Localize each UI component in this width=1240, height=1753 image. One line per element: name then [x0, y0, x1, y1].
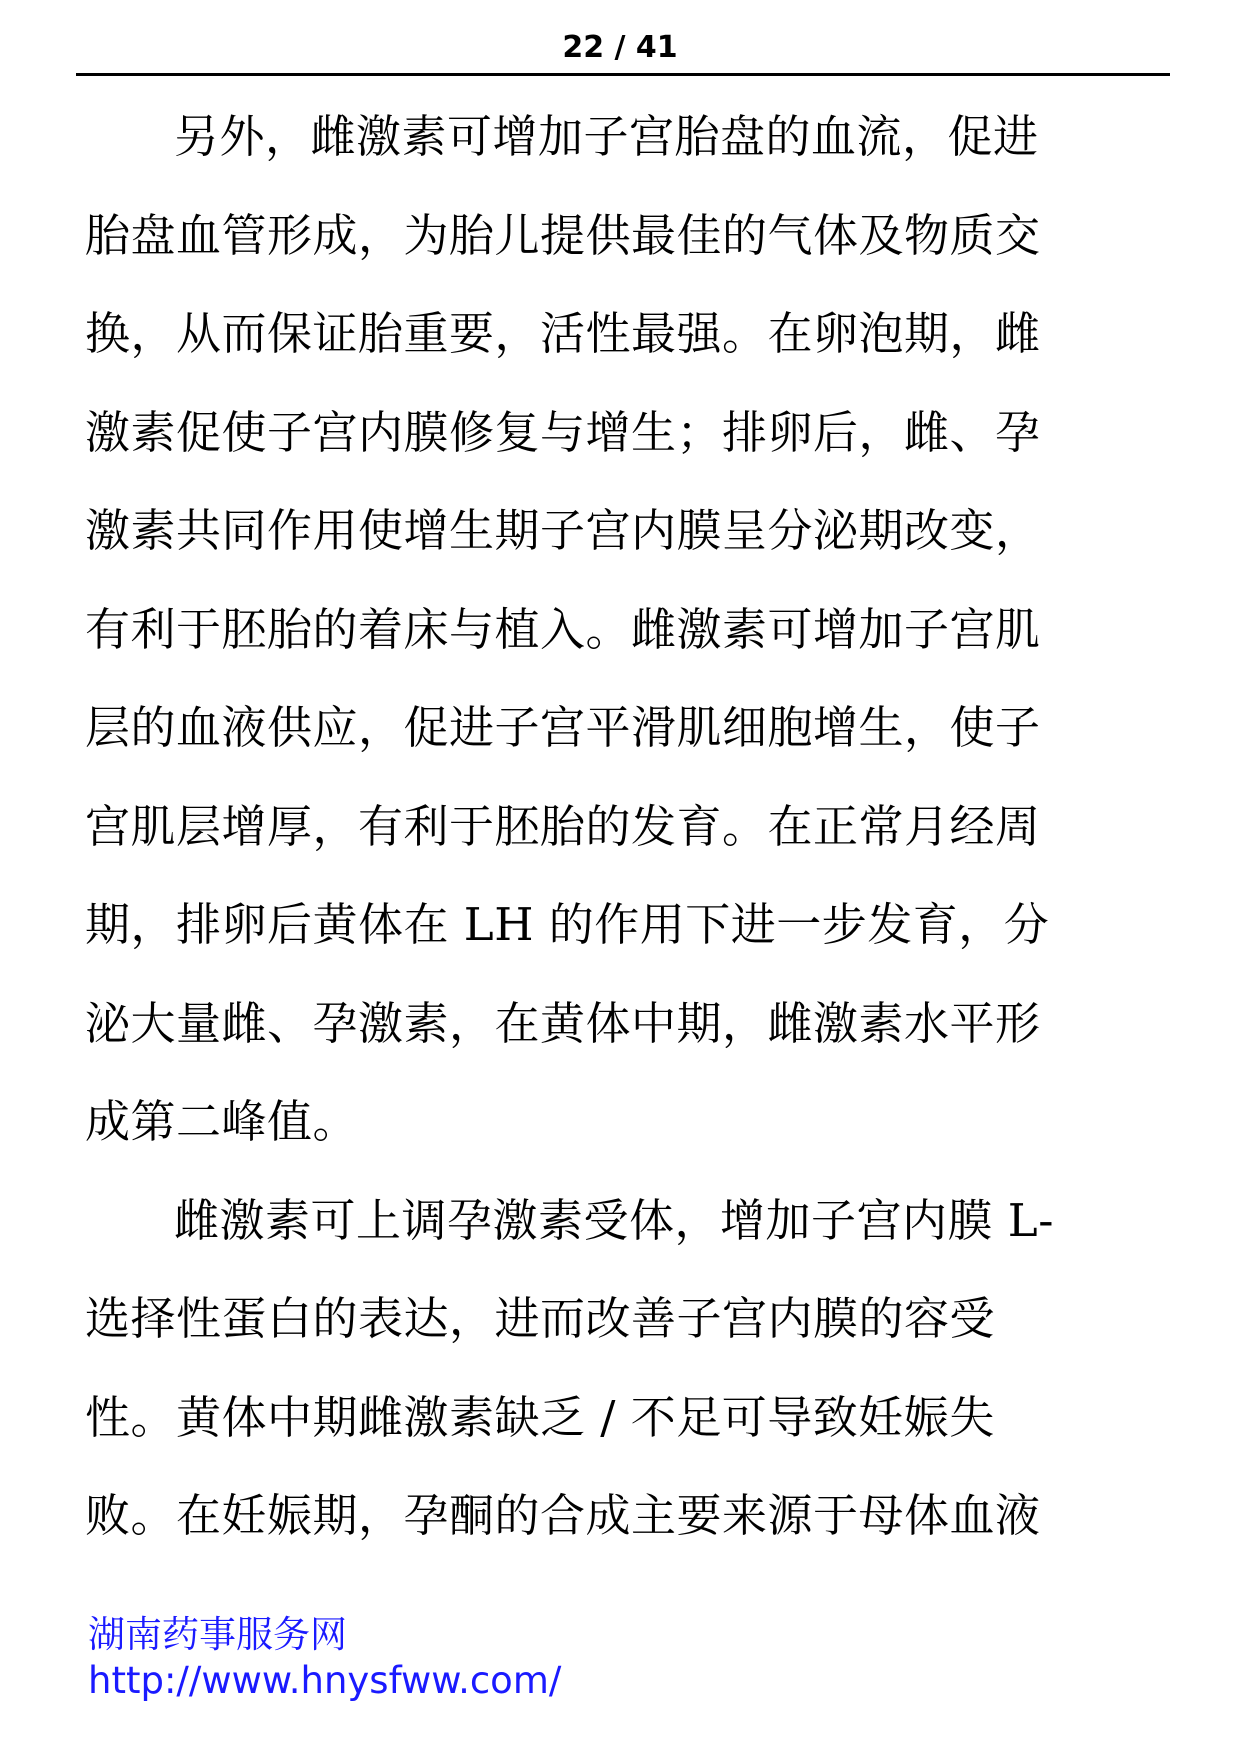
footer [88, 1612, 561, 1704]
text-line: 败。在妊娠期，孕酮的合成主要来源于母体血液 [85, 1489, 1041, 1542]
text-line: 激素促使子宫内膜修复与增生；排卵后，雌、孕 [85, 405, 1041, 459]
text-line: 换，从而保证胎重要，活性最强。在卵泡期，雌 [85, 307, 1041, 360]
text-line: 选择性蛋白的表达，进而改善子宫内膜的容受 [85, 1292, 996, 1345]
text-line: 期，排卵后黄体在 LH 的作用下进一步发育，分 [85, 898, 1050, 951]
text-line: 有利于胚胎的着床与植入。雌激素可增加子宫肌 [85, 602, 1041, 656]
text-line: 激素共同作用使增生期子宫内膜呈分泌期改变， [85, 504, 1041, 557]
text-line: 雌激素可上调孕激素受体，增加子宫内膜 L- [174, 1193, 1054, 1247]
document-body [85, 88, 1160, 1566]
text-line: 胎盘血管形成，为胎儿提供最佳的气体及物质交 [85, 208, 1041, 262]
header-divider [76, 73, 1170, 76]
text-line: 性。黄体中期雌激素缺乏 / 不足可导致妊娠失 [85, 1390, 995, 1444]
footer-url-link[interactable]: http://www.hnysfww.com/ [88, 1659, 562, 1702]
text-line: 另外，雌激素可增加子宫胎盘的血流，促进 [174, 110, 1039, 163]
page-number: 22 / 41 [562, 30, 678, 65]
footer-site-name: 湖南药事服务网 [88, 1613, 347, 1656]
text-line: 层的血液供应，促进子宫平滑肌细胞增生，使子 [85, 701, 1041, 754]
text-line: 泌大量雌、孕激素，在黄体中期，雌激素水平形 [85, 996, 1041, 1050]
text-line: 宫肌层增厚，有利于胚胎的发育。在正常月经周 [85, 799, 1041, 853]
text-line: 成第二峰值。 [85, 1095, 359, 1148]
